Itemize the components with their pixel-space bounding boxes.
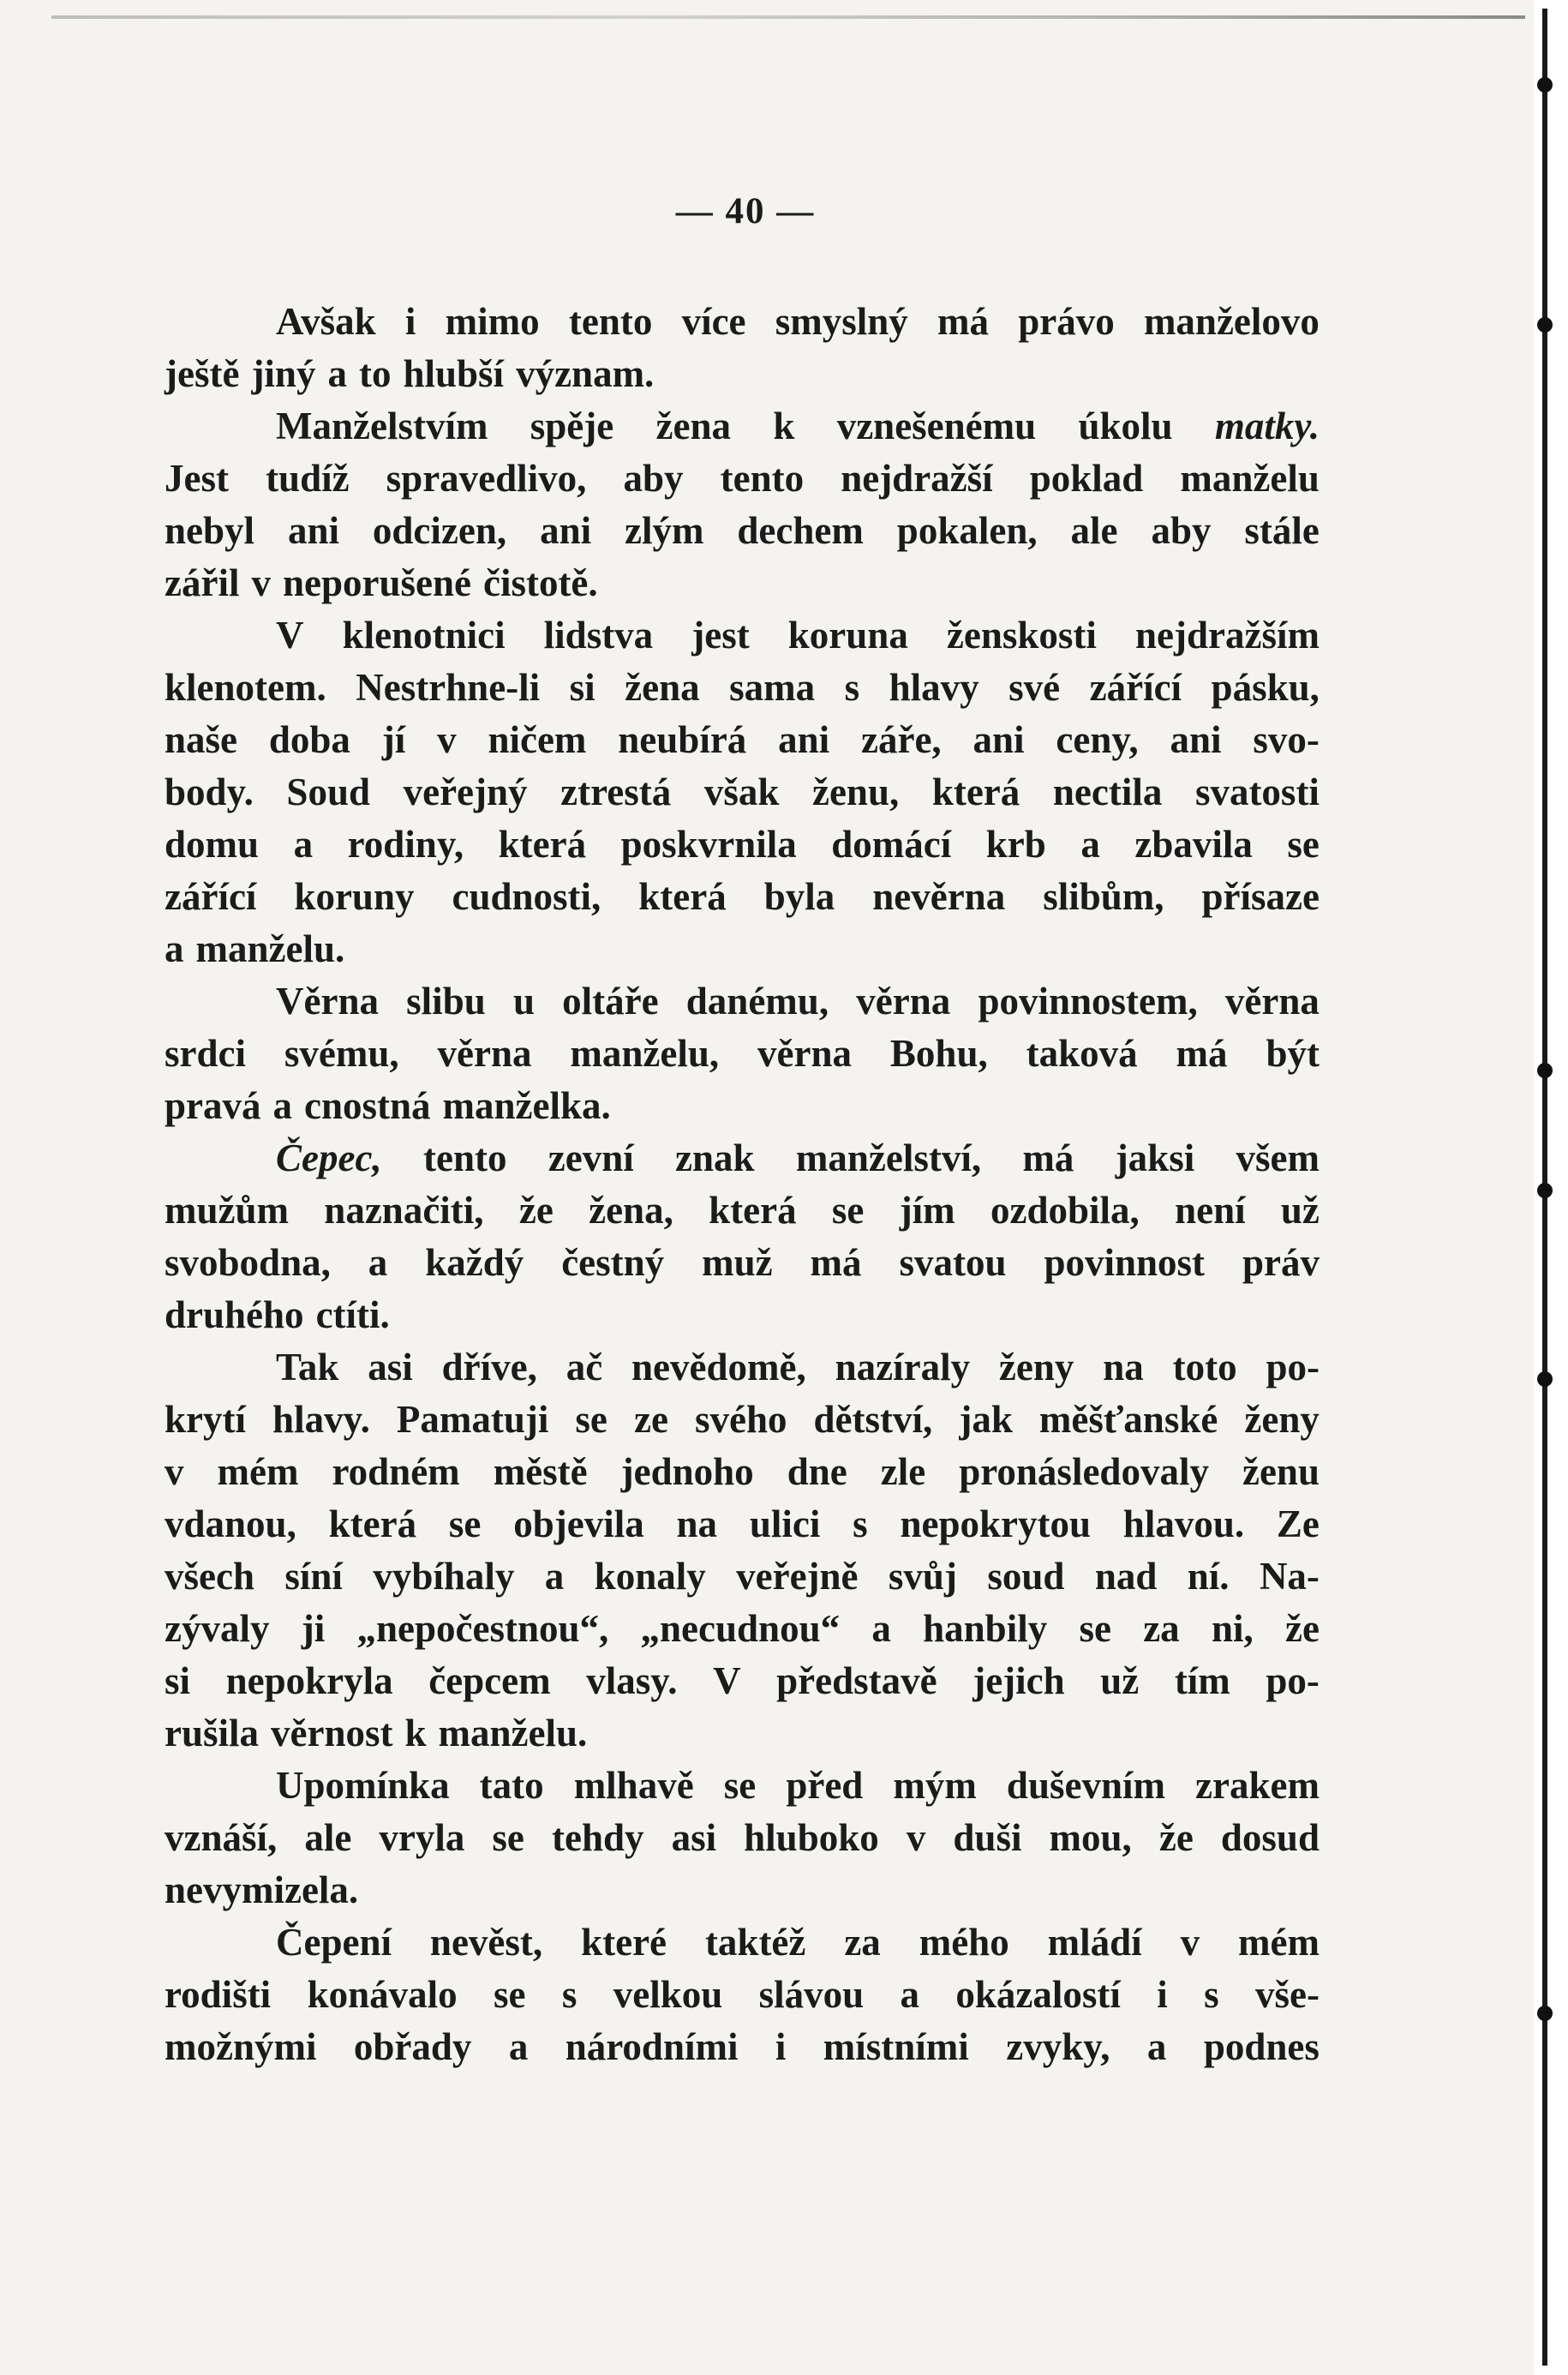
binding-mark <box>1537 1063 1553 1078</box>
text-line: všech síní vybíhaly a konaly veřejně svůj soud nad ní. Na- <box>165 1555 1320 1598</box>
text-line: klenotem. Nestrhne-li si žena sama s hlavy své zářící pásku, <box>165 666 1320 709</box>
text-line: si nepokryla čepcem vlasy. V představě jejich už tím po- <box>165 1659 1320 1702</box>
text-line: Upomínka tato mlhavě se před mým duševním zrakem <box>276 1764 1320 1807</box>
binding-mark <box>1537 1371 1553 1387</box>
text-line: zářil v neporušené čistotě. <box>165 561 598 604</box>
text-line: rušila věrnost k manželu. <box>165 1712 588 1754</box>
binding-mark <box>1537 2006 1553 2021</box>
text-line: nevymizela. <box>165 1868 359 1911</box>
text-line: v mém rodném městě jednoho dne zle pronásledovaly ženu <box>165 1450 1320 1493</box>
text-line: zářící koruny cudnosti, která byla nevěrna slibům, přísaze <box>165 875 1320 918</box>
text-line: vdanou, která se objevila na ulici s nepokrytou hlavou. Ze <box>165 1502 1320 1545</box>
text-line: Čepec, tento zevní znak manželství, má jaksi všem <box>276 1137 1320 1179</box>
text-line: srdci svému, věrna manželu, věrna Bohu, taková má být <box>165 1032 1320 1075</box>
text-line: Čepení nevěst, které taktéž za mého mládí v mém <box>276 1921 1320 1964</box>
text-line: Tak asi dříve, ač nevědomě, nazíraly ženy na toto po- <box>276 1346 1320 1388</box>
text-line: možnými obřady a národními i místními zvyky, a podnes <box>165 2025 1320 2068</box>
text-line: zývaly ji „nepočestnou“, „necudnou“ a hanbily se za ni, že <box>165 1607 1320 1650</box>
text-line: ještě jiný a to hlubší význam. <box>165 352 655 395</box>
text-line: pravá a cnostná manželka. <box>165 1084 611 1127</box>
text-line: Věrna slibu u oltáře danému, věrna povinnostem, věrna <box>276 980 1320 1023</box>
scan-top-rule <box>51 15 1525 19</box>
text-line: vznáší, ale vryla se tehdy asi hluboko v duši mou, že dosud <box>165 1816 1320 1859</box>
binding-mark <box>1537 1183 1553 1198</box>
text-line: V klenotnici lidstva jest koruna ženskosti nejdražším <box>276 614 1320 657</box>
text-line: rodišti konávalo se s velkou slávou a okázalostí i s vše- <box>165 1973 1320 2016</box>
text-line: a manželu. <box>165 927 345 970</box>
text-line: mužům naznačiti, že žena, která se jím ozdobila, není už <box>165 1189 1320 1232</box>
text-line: Manželstvím spěje žena k vznešenému úkolu matky. <box>276 405 1320 447</box>
page-number: — 40 — <box>675 191 816 231</box>
binding-mark <box>1537 317 1553 333</box>
text-line: krytí hlavy. Pamatuji se ze svého dětství, jak měšťanské ženy <box>165 1398 1320 1441</box>
text-line: body. Soud veřejný ztrestá však ženu, která nectila svatosti <box>165 771 1320 813</box>
text-line: domu a rodiny, která poskvrnila domácí krb a zbavila se <box>165 823 1320 866</box>
text-line: Avšak i mimo tento více smyslný má právo manželovo <box>276 300 1320 343</box>
binding-mark <box>1537 77 1553 93</box>
text-line: Jest tudíž spravedlivo, aby tento nejdražší poklad manželu <box>165 457 1320 500</box>
text-line: naše doba jí v ničem neubírá ani záře, ani ceny, ani svo- <box>165 718 1320 761</box>
text-line: druhého ctíti. <box>165 1293 390 1336</box>
text-line: nebyl ani odcizen, ani zlým dechem pokalen, ale aby stále <box>165 509 1320 552</box>
text-line: svobodna, a každý čestný muž má svatou povinnost práv <box>165 1241 1320 1284</box>
body-text <box>165 296 1320 2073</box>
